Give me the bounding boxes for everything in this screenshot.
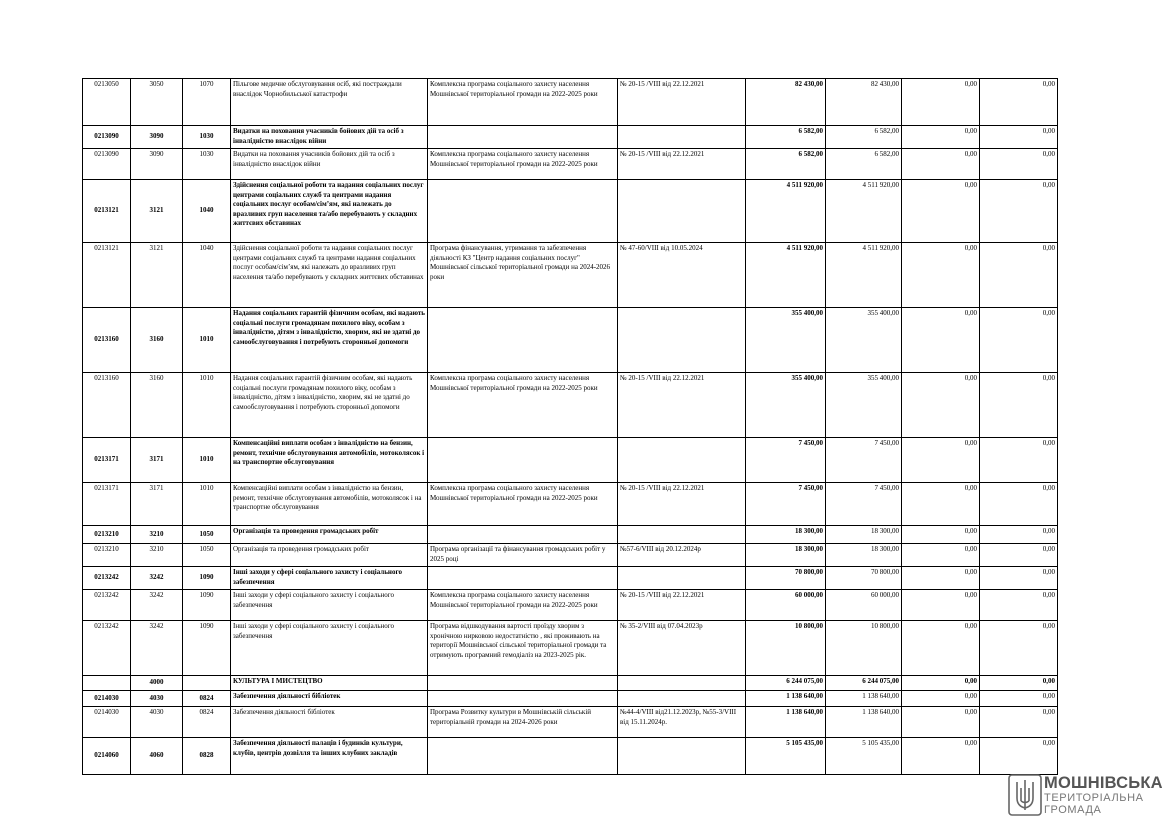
- general-fund-cell: 1 138 640,00: [826, 707, 902, 738]
- kpkv-cell: 0213171: [83, 438, 131, 483]
- budget-table: [82, 78, 1058, 775]
- table-row-detail: [83, 373, 1058, 438]
- total-cell: 7 450,00: [746, 483, 826, 526]
- budget-table-body: [83, 79, 1058, 775]
- fkv-cell: 1030: [183, 126, 231, 149]
- fkv-cell: 1010: [183, 308, 231, 373]
- decision-cell: [618, 308, 746, 373]
- total-cell: 6 582,00: [746, 149, 826, 180]
- name-cell: Організація та проведення громадських робіт: [231, 544, 428, 567]
- program-cell: [428, 438, 618, 483]
- kpkv-cell: 0213242: [83, 590, 131, 621]
- development-budget-cell: 0,00: [980, 691, 1058, 707]
- general-fund-cell: 6 582,00: [826, 149, 902, 180]
- special-fund-cell: 0,00: [902, 707, 980, 738]
- development-budget-cell: 0,00: [980, 308, 1058, 373]
- kpkv-cell: 0213090: [83, 126, 131, 149]
- tpkv-cell: 4030: [131, 691, 183, 707]
- total-cell: 18 300,00: [746, 526, 826, 544]
- decision-cell: № 20-15 /VIII від 22.12.2021: [618, 590, 746, 621]
- development-budget-cell: 0,00: [980, 243, 1058, 308]
- table-row-group: [83, 526, 1058, 544]
- decision-cell: № 35-2/VIII від 07.04.2023р: [618, 621, 746, 676]
- total-cell: 10 800,00: [746, 621, 826, 676]
- development-budget-cell: 0,00: [980, 526, 1058, 544]
- fkv-cell: 1010: [183, 483, 231, 526]
- decision-cell: [618, 738, 746, 775]
- kpkv-cell: 0213160: [83, 308, 131, 373]
- total-cell: 4 511 920,00: [746, 243, 826, 308]
- fkv-cell: 1050: [183, 526, 231, 544]
- total-cell: 1 138 640,00: [746, 691, 826, 707]
- fkv-cell: 1010: [183, 373, 231, 438]
- name-cell: Інші заходи у сфері соціального захисту і соціального забезпечення: [231, 567, 428, 590]
- special-fund-cell: 0,00: [902, 243, 980, 308]
- program-cell: Програма Розвитку культури в Мошнівській сільській територіальній громади на 2024-2026 роки: [428, 707, 618, 738]
- general-fund-cell: 4 511 920,00: [826, 243, 902, 308]
- fkv-cell: 1090: [183, 567, 231, 590]
- total-cell: 60 000,00: [746, 590, 826, 621]
- special-fund-cell: 0,00: [902, 180, 980, 243]
- tpkv-cell: 3121: [131, 180, 183, 243]
- name-cell: Видатки на поховання учасників бойових дій та осіб з інвалідністю внаслідок війни: [231, 149, 428, 180]
- kpkv-cell: 0213121: [83, 243, 131, 308]
- tpkv-cell: 3210: [131, 544, 183, 567]
- table-row-detail: [83, 590, 1058, 621]
- program-cell: [428, 738, 618, 775]
- table-row-detail: [83, 544, 1058, 567]
- name-cell: Здійснення соціальної роботи та надання соціальних послуг центрами соціальних служб та центрами надання соціальних послуг особам/сім’ям, які належать до вразливих груп населення та/або перебувають у складних життєвих обставинах: [231, 243, 428, 308]
- table-row-detail: [83, 621, 1058, 676]
- decision-cell: № 20-15 /VIII від 22.12.2021: [618, 483, 746, 526]
- name-cell: Пільгове медичне обслуговування осіб, які постраждали внаслідок Чорнобильської катастрофи: [231, 79, 428, 126]
- special-fund-cell: 0,00: [902, 590, 980, 621]
- program-cell: Комплексна програма соціального захисту населення Мошнівської територіальної громади на 2022-2025 роки: [428, 79, 618, 126]
- total-cell: 5 105 435,00: [746, 738, 826, 775]
- fkv-cell: 1010: [183, 438, 231, 483]
- development-budget-cell: 0,00: [980, 676, 1058, 691]
- general-fund-cell: 1 138 640,00: [826, 691, 902, 707]
- development-budget-cell: 0,00: [980, 373, 1058, 438]
- general-fund-cell: 6 582,00: [826, 126, 902, 149]
- tpkv-cell: 3050: [131, 79, 183, 126]
- name-cell: Забезпечення діяльності палаців i будинків культури, клубів, центрів дозвілля та iнших клубних закладів: [231, 738, 428, 775]
- fkv-cell: 1040: [183, 243, 231, 308]
- tpkv-cell: 3090: [131, 126, 183, 149]
- trident-icon: [1008, 774, 1042, 818]
- fkv-cell: 1040: [183, 180, 231, 243]
- fkv-cell: 0824: [183, 691, 231, 707]
- general-fund-cell: 355 400,00: [826, 373, 902, 438]
- tpkv-cell: 3242: [131, 590, 183, 621]
- name-cell: КУЛЬТУРА І МИСТЕЦТВО: [231, 676, 428, 691]
- tpkv-cell: 3242: [131, 567, 183, 590]
- total-cell: 355 400,00: [746, 373, 826, 438]
- tpkv-cell: 3121: [131, 243, 183, 308]
- name-cell: Надання соціальних гарантій фізичним особам, які надають соціальні послуги громадянам похилого віку, особам з інвалідністю, дітям з інвалідністю, хворим, які не здатні до самообслуговування і потребують сторонньої допомоги: [231, 308, 428, 373]
- kpkv-cell: 0213210: [83, 526, 131, 544]
- special-fund-cell: 0,00: [902, 567, 980, 590]
- development-budget-cell: 0,00: [980, 149, 1058, 180]
- fkv-cell: 1050: [183, 544, 231, 567]
- table-row-group: [83, 180, 1058, 243]
- kpkv-cell: 0214060: [83, 738, 131, 775]
- total-cell: 4 511 920,00: [746, 180, 826, 243]
- fkv-cell: [183, 676, 231, 691]
- name-cell: Видатки на поховання учасників бойових дій та осіб з інвалідністю внаслідок війни: [231, 126, 428, 149]
- decision-cell: № 47-60/VIII від 10.05.2024: [618, 243, 746, 308]
- name-cell: Здійснення соціальної роботи та надання соціальних послуг центрами соціальних служб та центрами надання соціальних послуг особам/сім’ям, які належать до вразливих груп населення та/або перебувають у складних життєвих обставинах: [231, 180, 428, 243]
- community-logo: [1008, 772, 1163, 820]
- fkv-cell: 1070: [183, 79, 231, 126]
- program-cell: [428, 676, 618, 691]
- tpkv-cell: 3090: [131, 149, 183, 180]
- table-row-group: [83, 567, 1058, 590]
- special-fund-cell: 0,00: [902, 676, 980, 691]
- table-row-detail: [83, 483, 1058, 526]
- kpkv-cell: 0214030: [83, 707, 131, 738]
- general-fund-cell: 82 430,00: [826, 79, 902, 126]
- logo-subtitle-1: ТЕРИТОРІАЛЬНА: [1044, 792, 1144, 804]
- general-fund-cell: 70 800,00: [826, 567, 902, 590]
- total-cell: 6 244 075,00: [746, 676, 826, 691]
- name-cell: Інші заходи у сфері соціального захисту і соціального забезпечення: [231, 621, 428, 676]
- development-budget-cell: 0,00: [980, 621, 1058, 676]
- name-cell: Інші заходи у сфері соціального захисту і соціального забезпечення: [231, 590, 428, 621]
- name-cell: Забезпечення діяльності бібліотек: [231, 707, 428, 738]
- total-cell: 7 450,00: [746, 438, 826, 483]
- kpkv-cell: 0213050: [83, 79, 131, 126]
- special-fund-cell: 0,00: [902, 373, 980, 438]
- fkv-cell: 1090: [183, 590, 231, 621]
- special-fund-cell: 0,00: [902, 79, 980, 126]
- general-fund-cell: 60 000,00: [826, 590, 902, 621]
- development-budget-cell: 0,00: [980, 483, 1058, 526]
- kpkv-cell: 0213090: [83, 149, 131, 180]
- development-budget-cell: 0,00: [980, 79, 1058, 126]
- special-fund-cell: 0,00: [902, 308, 980, 373]
- development-budget-cell: 0,00: [980, 544, 1058, 567]
- program-cell: Комплексна програма соціального захисту населення Мошнівської територіальної громади на 2022-2025 роки: [428, 483, 618, 526]
- special-fund-cell: 0,00: [902, 526, 980, 544]
- decision-cell: [618, 126, 746, 149]
- decision-cell: № 20-15 /VIII від 22.12.2021: [618, 373, 746, 438]
- program-cell: Програма організації та фінансування громадських робіт у 2025 році: [428, 544, 618, 567]
- kpkv-cell: [83, 676, 131, 691]
- program-cell: Комплексна програма соціального захисту населення Мошнівської територіальної громади на 2022-2025 роки: [428, 149, 618, 180]
- table-row-group: [83, 438, 1058, 483]
- tpkv-cell: 3171: [131, 438, 183, 483]
- decision-cell: [618, 438, 746, 483]
- decision-cell: №57-6/VIII від 20.12.2024р: [618, 544, 746, 567]
- program-cell: Програма фінансування, утримання та забезпечення діяльності КЗ "Центр надання соціальних послуг" Мошнівської сільської територіальної громади на 2024-2026 роки: [428, 243, 618, 308]
- table-row-group: [83, 308, 1058, 373]
- program-cell: Комплексна програма соціального захисту населення Мошнівської територіальної громади на 2022-2025 роки: [428, 590, 618, 621]
- program-cell: Програма відшкодування вартості проїзду хворим з хронічною нирковою недостатністю , які проживають на території Мошнівської сільської територіальної громади та отримують програмний гемодіаліз на 2023-2025 рік.: [428, 621, 618, 676]
- kpkv-cell: 0214030: [83, 691, 131, 707]
- decision-cell: [618, 567, 746, 590]
- table-row-group: [83, 691, 1058, 707]
- total-cell: 18 300,00: [746, 544, 826, 567]
- development-budget-cell: 0,00: [980, 126, 1058, 149]
- decision-cell: [618, 676, 746, 691]
- table-row-detail: [83, 79, 1058, 126]
- special-fund-cell: 0,00: [902, 483, 980, 526]
- decision-cell: [618, 691, 746, 707]
- logo-title: МОШНІВСЬКА: [1044, 774, 1163, 792]
- decision-cell: № 20-15 /VIII від 22.12.2021: [618, 149, 746, 180]
- program-cell: [428, 567, 618, 590]
- decision-cell: № 20-15 /VIII від 22.12.2021: [618, 79, 746, 126]
- tpkv-cell: 4030: [131, 707, 183, 738]
- general-fund-cell: 18 300,00: [826, 544, 902, 567]
- decision-cell: [618, 180, 746, 243]
- program-cell: Комплексна програма соціального захисту населення Мошнівської територіальної громади на 2022-2025 роки: [428, 373, 618, 438]
- program-cell: [428, 526, 618, 544]
- development-budget-cell: 0,00: [980, 738, 1058, 775]
- tpkv-cell: 3210: [131, 526, 183, 544]
- total-cell: 6 582,00: [746, 126, 826, 149]
- program-cell: [428, 180, 618, 243]
- fkv-cell: 1090: [183, 621, 231, 676]
- development-budget-cell: 0,00: [980, 707, 1058, 738]
- special-fund-cell: 0,00: [902, 738, 980, 775]
- fkv-cell: 0824: [183, 707, 231, 738]
- general-fund-cell: 18 300,00: [826, 526, 902, 544]
- special-fund-cell: 0,00: [902, 438, 980, 483]
- general-fund-cell: 5 105 435,00: [826, 738, 902, 775]
- special-fund-cell: 0,00: [902, 691, 980, 707]
- kpkv-cell: 0213160: [83, 373, 131, 438]
- special-fund-cell: 0,00: [902, 149, 980, 180]
- name-cell: Компенсаційні виплати особам з інвалідністю на бензин, ремонт, технічне обслуговування автомобілів, мотоколясок і на транспортне обслуговування: [231, 438, 428, 483]
- tpkv-cell: 3160: [131, 308, 183, 373]
- table-row-detail: [83, 707, 1058, 738]
- total-cell: 82 430,00: [746, 79, 826, 126]
- program-cell: [428, 691, 618, 707]
- logo-subtitle-2: ГРОМАДА: [1044, 804, 1102, 816]
- general-fund-cell: 4 511 920,00: [826, 180, 902, 243]
- decision-cell: [618, 526, 746, 544]
- tpkv-cell: 4060: [131, 738, 183, 775]
- total-cell: 70 800,00: [746, 567, 826, 590]
- special-fund-cell: 0,00: [902, 544, 980, 567]
- table-row-section: [83, 676, 1058, 691]
- special-fund-cell: 0,00: [902, 621, 980, 676]
- general-fund-cell: 6 244 075,00: [826, 676, 902, 691]
- table-row-group: [83, 126, 1058, 149]
- development-budget-cell: 0,00: [980, 567, 1058, 590]
- fkv-cell: 0828: [183, 738, 231, 775]
- development-budget-cell: 0,00: [980, 590, 1058, 621]
- tpkv-cell: 3171: [131, 483, 183, 526]
- table-row-detail: [83, 243, 1058, 308]
- development-budget-cell: 0,00: [980, 180, 1058, 243]
- tpkv-cell: 3242: [131, 621, 183, 676]
- special-fund-cell: 0,00: [902, 126, 980, 149]
- tpkv-cell: 4000: [131, 676, 183, 691]
- name-cell: Організація та проведення громадських робіт: [231, 526, 428, 544]
- program-cell: [428, 126, 618, 149]
- general-fund-cell: 7 450,00: [826, 483, 902, 526]
- table-row-group: [83, 738, 1058, 775]
- total-cell: 1 138 640,00: [746, 707, 826, 738]
- fkv-cell: 1030: [183, 149, 231, 180]
- table-row-detail: [83, 149, 1058, 180]
- kpkv-cell: 0213242: [83, 621, 131, 676]
- kpkv-cell: 0213171: [83, 483, 131, 526]
- program-cell: [428, 308, 618, 373]
- general-fund-cell: 7 450,00: [826, 438, 902, 483]
- tpkv-cell: 3160: [131, 373, 183, 438]
- kpkv-cell: 0213121: [83, 180, 131, 243]
- development-budget-cell: 0,00: [980, 438, 1058, 483]
- name-cell: Забезпечення діяльності бібліотек: [231, 691, 428, 707]
- name-cell: Надання соціальних гарантій фізичним особам, які надають соціальні послуги громадянам похилого віку, особам з інвалідністю, дітям з інвалідністю, хворим, які не здатні до самообслуговування і потребують сторонньої допомоги: [231, 373, 428, 438]
- total-cell: 355 400,00: [746, 308, 826, 373]
- general-fund-cell: 10 800,00: [826, 621, 902, 676]
- name-cell: Компенсаційні виплати особам з інвалідністю на бензин, ремонт, технічне обслуговування автомобілів, мотоколясок і на транспортне обслуговування: [231, 483, 428, 526]
- general-fund-cell: 355 400,00: [826, 308, 902, 373]
- kpkv-cell: 0213210: [83, 544, 131, 567]
- kpkv-cell: 0213242: [83, 567, 131, 590]
- decision-cell: №44-4/VIII від21.12.2023р, №55-3/VIII від 15.11.2024р.: [618, 707, 746, 738]
